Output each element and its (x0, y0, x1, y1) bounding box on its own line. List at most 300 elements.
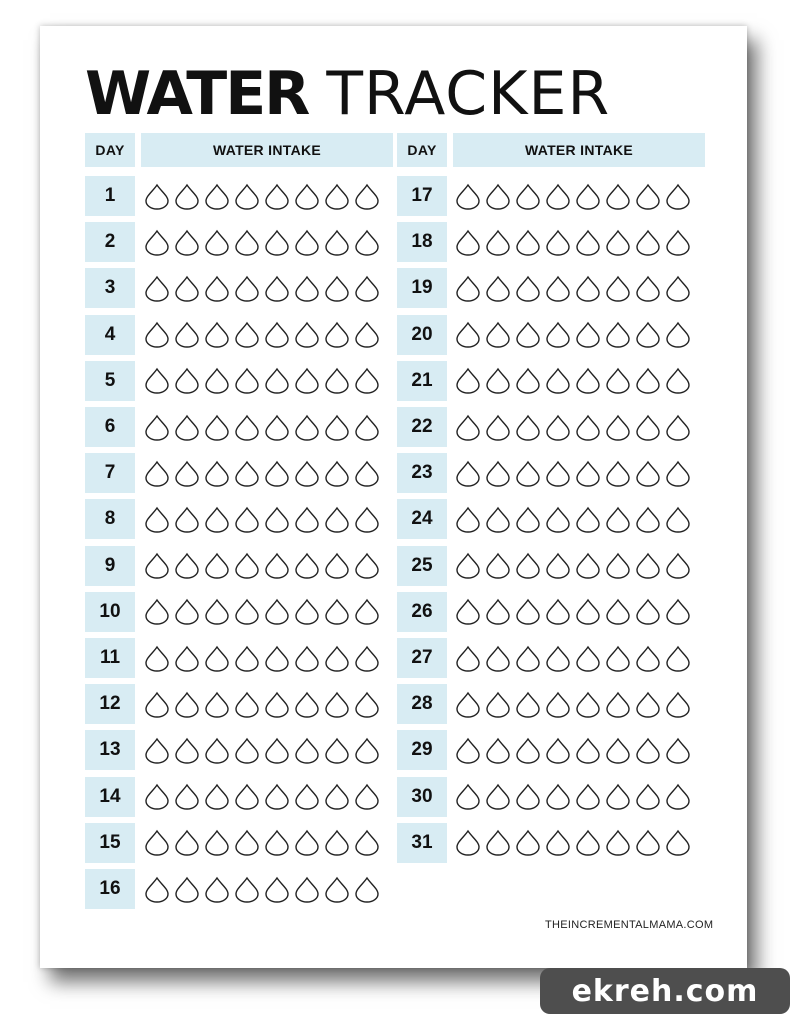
water-drop-icon[interactable] (543, 229, 573, 256)
water-drop-icon[interactable] (262, 783, 292, 810)
water-intake-drops (142, 823, 382, 863)
water-drop-icon[interactable] (352, 552, 382, 579)
water-drop-icon[interactable] (322, 275, 352, 302)
water-intake-drops (453, 268, 693, 308)
water-drop-icon[interactable] (172, 737, 202, 764)
water-drop-icon[interactable] (663, 783, 693, 810)
water-drop-icon[interactable] (292, 275, 322, 302)
water-drop-icon[interactable] (483, 552, 513, 579)
water-drop-icon[interactable] (322, 552, 352, 579)
water-drop-icon[interactable] (513, 229, 543, 256)
water-drop-icon[interactable] (543, 275, 573, 302)
water-drop-icon[interactable] (322, 414, 352, 441)
water-drop-icon[interactable] (633, 552, 663, 579)
water-drop-icon[interactable] (633, 691, 663, 718)
water-drop-icon[interactable] (262, 552, 292, 579)
day-number: 2 (85, 222, 135, 262)
water-intake-drops (453, 638, 693, 678)
title-bold: WATER (85, 59, 309, 129)
water-drop-icon[interactable] (262, 275, 292, 302)
water-drop-icon[interactable] (543, 783, 573, 810)
water-drop-icon[interactable] (172, 506, 202, 533)
water-intake-drops (453, 823, 693, 863)
water-drop-icon[interactable] (352, 321, 382, 348)
day-number: 1 (85, 176, 135, 216)
water-drop-icon[interactable] (633, 414, 663, 441)
water-drop-icon[interactable] (573, 414, 603, 441)
water-drop-icon[interactable] (172, 275, 202, 302)
water-drop-icon[interactable] (483, 691, 513, 718)
water-drop-icon[interactable] (573, 229, 603, 256)
water-drop-icon[interactable] (663, 598, 693, 625)
water-drop-icon[interactable] (232, 460, 262, 487)
water-drop-icon[interactable] (232, 598, 262, 625)
water-drop-icon[interactable] (232, 183, 262, 210)
water-drop-icon[interactable] (172, 691, 202, 718)
day-number: 19 (397, 268, 447, 308)
water-intake-drops (453, 222, 693, 262)
water-drop-icon[interactable] (543, 367, 573, 394)
water-drop-icon[interactable] (603, 460, 633, 487)
water-drop-icon[interactable] (352, 183, 382, 210)
water-drop-icon[interactable] (232, 691, 262, 718)
water-drop-icon[interactable] (262, 598, 292, 625)
water-drop-icon[interactable] (172, 183, 202, 210)
water-drop-icon[interactable] (292, 645, 322, 672)
day-number: 31 (397, 823, 447, 863)
water-drop-icon[interactable] (453, 460, 483, 487)
water-drop-icon[interactable] (322, 460, 352, 487)
water-drop-icon[interactable] (232, 275, 262, 302)
water-drop-icon[interactable] (633, 829, 663, 856)
water-drop-icon[interactable] (262, 229, 292, 256)
water-drop-icon[interactable] (172, 876, 202, 903)
day-number: 3 (85, 268, 135, 308)
water-intake-drops (142, 176, 382, 216)
day-number: 16 (85, 869, 135, 909)
water-drop-icon[interactable] (322, 321, 352, 348)
water-drop-icon[interactable] (352, 783, 382, 810)
water-drop-icon[interactable] (172, 414, 202, 441)
water-drop-icon[interactable] (232, 414, 262, 441)
water-drop-icon[interactable] (292, 783, 322, 810)
water-drop-icon[interactable] (172, 552, 202, 579)
water-drop-icon[interactable] (573, 645, 603, 672)
water-drop-icon[interactable] (172, 367, 202, 394)
water-drop-icon[interactable] (453, 829, 483, 856)
water-drop-icon[interactable] (543, 460, 573, 487)
water-drop-icon[interactable] (262, 506, 292, 533)
water-drop-icon[interactable] (262, 691, 292, 718)
water-drop-icon[interactable] (232, 506, 262, 533)
water-drop-icon[interactable] (633, 460, 663, 487)
water-drop-icon[interactable] (543, 829, 573, 856)
water-drop-icon[interactable] (453, 691, 483, 718)
water-drop-icon[interactable] (633, 229, 663, 256)
water-drop-icon[interactable] (663, 414, 693, 441)
tracker-sheet (40, 26, 747, 968)
water-drop-icon[interactable] (232, 876, 262, 903)
water-drop-icon[interactable] (202, 691, 232, 718)
water-drop-icon[interactable] (513, 367, 543, 394)
water-drop-icon[interactable] (483, 460, 513, 487)
water-drop-icon[interactable] (573, 737, 603, 764)
water-drop-icon[interactable] (513, 321, 543, 348)
water-drop-icon[interactable] (543, 321, 573, 348)
water-drop-icon[interactable] (603, 414, 633, 441)
water-drop-icon[interactable] (663, 367, 693, 394)
day-header-right: DAY (397, 133, 447, 167)
water-drop-icon[interactable] (172, 598, 202, 625)
water-drop-icon[interactable] (202, 829, 232, 856)
water-drop-icon[interactable] (142, 414, 172, 441)
water-drop-icon[interactable] (453, 783, 483, 810)
water-drop-icon[interactable] (172, 321, 202, 348)
water-drop-icon[interactable] (202, 183, 232, 210)
water-drop-icon[interactable] (322, 506, 352, 533)
water-intake-drops (453, 777, 693, 817)
water-drop-icon[interactable] (322, 229, 352, 256)
water-drop-icon[interactable] (202, 876, 232, 903)
water-drop-icon[interactable] (543, 691, 573, 718)
water-drop-icon[interactable] (352, 367, 382, 394)
water-drop-icon[interactable] (322, 645, 352, 672)
water-drop-icon[interactable] (202, 414, 232, 441)
water-drop-icon[interactable] (483, 229, 513, 256)
water-drop-icon[interactable] (603, 229, 633, 256)
water-drop-icon[interactable] (292, 876, 322, 903)
water-drop-icon[interactable] (453, 737, 483, 764)
water-drop-icon[interactable] (292, 829, 322, 856)
water-drop-icon[interactable] (483, 598, 513, 625)
water-drop-icon[interactable] (663, 183, 693, 210)
water-drop-icon[interactable] (543, 414, 573, 441)
water-drop-icon[interactable] (352, 645, 382, 672)
water-drop-icon[interactable] (292, 737, 322, 764)
water-drop-icon[interactable] (483, 275, 513, 302)
water-drop-icon[interactable] (322, 829, 352, 856)
intake-header-right: WATER INTAKE (453, 133, 705, 167)
water-drop-icon[interactable] (453, 183, 483, 210)
water-drop-icon[interactable] (232, 783, 262, 810)
water-drop-icon[interactable] (513, 414, 543, 441)
water-drop-icon[interactable] (633, 598, 663, 625)
water-drop-icon[interactable] (232, 552, 262, 579)
day-number: 12 (85, 684, 135, 724)
water-drop-icon[interactable] (543, 183, 573, 210)
water-drop-icon[interactable] (262, 414, 292, 441)
water-drop-icon[interactable] (352, 691, 382, 718)
water-drop-icon[interactable] (232, 737, 262, 764)
water-drop-icon[interactable] (573, 506, 603, 533)
water-drop-icon[interactable] (483, 783, 513, 810)
water-drop-icon[interactable] (483, 506, 513, 533)
water-drop-icon[interactable] (663, 737, 693, 764)
water-drop-icon[interactable] (513, 645, 543, 672)
water-drop-icon[interactable] (513, 829, 543, 856)
page-title (85, 59, 611, 129)
water-drop-icon[interactable] (202, 321, 232, 348)
day-number: 4 (85, 315, 135, 355)
water-drop-icon[interactable] (663, 460, 693, 487)
water-drop-icon[interactable] (513, 460, 543, 487)
water-drop-icon[interactable] (573, 321, 603, 348)
water-drop-icon[interactable] (172, 460, 202, 487)
water-drop-icon[interactable] (142, 876, 172, 903)
water-drop-icon[interactable] (292, 183, 322, 210)
day-header-left: DAY (85, 133, 135, 167)
water-drop-icon[interactable] (352, 829, 382, 856)
intake-header-left: WATER INTAKE (141, 133, 393, 167)
water-drop-icon[interactable] (603, 737, 633, 764)
water-drop-icon[interactable] (663, 552, 693, 579)
water-drop-icon[interactable] (543, 737, 573, 764)
water-drop-icon[interactable] (202, 275, 232, 302)
water-drop-icon[interactable] (663, 321, 693, 348)
water-drop-icon[interactable] (603, 691, 633, 718)
water-drop-icon[interactable] (232, 367, 262, 394)
water-drop-icon[interactable] (513, 275, 543, 302)
water-drop-icon[interactable] (453, 506, 483, 533)
water-drop-icon[interactable] (322, 367, 352, 394)
water-drop-icon[interactable] (232, 229, 262, 256)
water-drop-icon[interactable] (292, 229, 322, 256)
water-drop-icon[interactable] (663, 829, 693, 856)
water-drop-icon[interactable] (453, 552, 483, 579)
water-drop-icon[interactable] (453, 229, 483, 256)
water-intake-drops (142, 777, 382, 817)
water-drop-icon[interactable] (172, 645, 202, 672)
water-drop-icon[interactable] (573, 460, 603, 487)
water-intake-drops (142, 730, 382, 770)
water-drop-icon[interactable] (262, 876, 292, 903)
water-drop-icon[interactable] (142, 598, 172, 625)
water-intake-drops (453, 592, 693, 632)
water-drop-icon[interactable] (603, 367, 633, 394)
water-drop-icon[interactable] (573, 367, 603, 394)
water-drop-icon[interactable] (142, 275, 172, 302)
water-drop-icon[interactable] (142, 552, 172, 579)
water-drop-icon[interactable] (142, 691, 172, 718)
water-drop-icon[interactable] (663, 691, 693, 718)
water-drop-icon[interactable] (202, 460, 232, 487)
water-drop-icon[interactable] (663, 275, 693, 302)
water-drop-icon[interactable] (573, 275, 603, 302)
water-drop-icon[interactable] (453, 598, 483, 625)
water-drop-icon[interactable] (262, 367, 292, 394)
water-drop-icon[interactable] (603, 598, 633, 625)
water-drop-icon[interactable] (292, 506, 322, 533)
water-drop-icon[interactable] (352, 275, 382, 302)
water-drop-icon[interactable] (633, 367, 663, 394)
water-drop-icon[interactable] (453, 414, 483, 441)
water-drop-icon[interactable] (573, 783, 603, 810)
water-intake-drops (453, 453, 693, 493)
water-drop-icon[interactable] (142, 783, 172, 810)
day-number: 25 (397, 546, 447, 586)
water-drop-icon[interactable] (202, 783, 232, 810)
water-drop-icon[interactable] (633, 645, 663, 672)
day-number: 7 (85, 453, 135, 493)
water-drop-icon[interactable] (262, 829, 292, 856)
water-drop-icon[interactable] (142, 829, 172, 856)
water-drop-icon[interactable] (603, 783, 633, 810)
water-drop-icon[interactable] (172, 783, 202, 810)
water-drop-icon[interactable] (262, 460, 292, 487)
day-number: 26 (397, 592, 447, 632)
water-drop-icon[interactable] (603, 645, 633, 672)
water-intake-drops (453, 499, 693, 539)
water-drop-icon[interactable] (513, 183, 543, 210)
day-number: 15 (85, 823, 135, 863)
water-drop-icon[interactable] (322, 691, 352, 718)
water-drop-icon[interactable] (352, 229, 382, 256)
day-number: 13 (85, 730, 135, 770)
water-drop-icon[interactable] (142, 367, 172, 394)
water-intake-drops (142, 869, 382, 909)
water-drop-icon[interactable] (292, 460, 322, 487)
water-drop-icon[interactable] (292, 552, 322, 579)
water-drop-icon[interactable] (663, 506, 693, 533)
water-drop-icon[interactable] (603, 183, 633, 210)
water-drop-icon[interactable] (603, 829, 633, 856)
water-drop-icon[interactable] (232, 645, 262, 672)
water-drop-icon[interactable] (543, 506, 573, 533)
water-drop-icon[interactable] (543, 598, 573, 625)
water-drop-icon[interactable] (352, 460, 382, 487)
water-drop-icon[interactable] (513, 552, 543, 579)
water-drop-icon[interactable] (513, 783, 543, 810)
water-intake-drops (453, 684, 693, 724)
water-drop-icon[interactable] (232, 829, 262, 856)
water-drop-icon[interactable] (352, 414, 382, 441)
water-intake-drops (142, 592, 382, 632)
day-number: 21 (397, 361, 447, 401)
day-number: 27 (397, 638, 447, 678)
water-drop-icon[interactable] (262, 183, 292, 210)
water-drop-icon[interactable] (633, 183, 663, 210)
water-drop-icon[interactable] (352, 737, 382, 764)
water-drop-icon[interactable] (453, 321, 483, 348)
water-drop-icon[interactable] (453, 275, 483, 302)
water-drop-icon[interactable] (172, 829, 202, 856)
water-drop-icon[interactable] (202, 598, 232, 625)
water-drop-icon[interactable] (262, 737, 292, 764)
water-drop-icon[interactable] (483, 645, 513, 672)
water-drop-icon[interactable] (573, 829, 603, 856)
water-drop-icon[interactable] (483, 367, 513, 394)
day-number: 20 (397, 315, 447, 355)
water-drop-icon[interactable] (322, 183, 352, 210)
water-drop-icon[interactable] (322, 737, 352, 764)
day-number: 28 (397, 684, 447, 724)
water-drop-icon[interactable] (633, 275, 663, 302)
water-intake-drops (453, 361, 693, 401)
water-drop-icon[interactable] (202, 552, 232, 579)
water-drop-icon[interactable] (262, 321, 292, 348)
water-drop-icon[interactable] (603, 506, 633, 533)
water-drop-icon[interactable] (633, 321, 663, 348)
water-drop-icon[interactable] (603, 552, 633, 579)
water-drop-icon[interactable] (603, 321, 633, 348)
water-intake-drops (453, 315, 693, 355)
water-intake-drops (142, 268, 382, 308)
water-drop-icon[interactable] (352, 506, 382, 533)
footer-website: THEINCREMENTALMAMA.COM (545, 919, 714, 931)
water-drop-icon[interactable] (513, 506, 543, 533)
water-drop-icon[interactable] (483, 321, 513, 348)
water-drop-icon[interactable] (142, 506, 172, 533)
water-drop-icon[interactable] (142, 183, 172, 210)
water-drop-icon[interactable] (573, 552, 603, 579)
water-drop-icon[interactable] (573, 183, 603, 210)
water-drop-icon[interactable] (663, 229, 693, 256)
water-drop-icon[interactable] (483, 414, 513, 441)
water-drop-icon[interactable] (483, 737, 513, 764)
water-drop-icon[interactable] (633, 506, 663, 533)
title-light: TRACKER (326, 59, 611, 129)
water-drop-icon[interactable] (453, 367, 483, 394)
water-drop-icon[interactable] (603, 275, 633, 302)
water-drop-icon[interactable] (633, 783, 663, 810)
water-intake-drops (142, 546, 382, 586)
water-drop-icon[interactable] (172, 229, 202, 256)
water-drop-icon[interactable] (352, 598, 382, 625)
water-drop-icon[interactable] (232, 321, 262, 348)
water-drop-icon[interactable] (202, 506, 232, 533)
water-drop-icon[interactable] (543, 645, 573, 672)
day-number: 6 (85, 407, 135, 447)
water-drop-icon[interactable] (202, 645, 232, 672)
water-drop-icon[interactable] (322, 598, 352, 625)
water-drop-icon[interactable] (142, 460, 172, 487)
water-drop-icon[interactable] (292, 691, 322, 718)
water-drop-icon[interactable] (202, 367, 232, 394)
water-drop-icon[interactable] (202, 229, 232, 256)
water-drop-icon[interactable] (543, 552, 573, 579)
water-drop-icon[interactable] (453, 645, 483, 672)
water-drop-icon[interactable] (573, 691, 603, 718)
water-intake-drops (453, 176, 693, 216)
water-drop-icon[interactable] (262, 645, 292, 672)
water-drop-icon[interactable] (513, 691, 543, 718)
water-drop-icon[interactable] (322, 783, 352, 810)
water-drop-icon[interactable] (322, 876, 352, 903)
water-drop-icon[interactable] (663, 645, 693, 672)
water-drop-icon[interactable] (483, 183, 513, 210)
water-drop-icon[interactable] (142, 737, 172, 764)
water-drop-icon[interactable] (633, 737, 663, 764)
water-drop-icon[interactable] (202, 737, 232, 764)
water-drop-icon[interactable] (142, 645, 172, 672)
day-number: 9 (85, 546, 135, 586)
day-number: 29 (397, 730, 447, 770)
water-drop-icon[interactable] (142, 321, 172, 348)
water-drop-icon[interactable] (513, 737, 543, 764)
water-drop-icon[interactable] (352, 876, 382, 903)
water-drop-icon[interactable] (292, 321, 322, 348)
water-drop-icon[interactable] (292, 598, 322, 625)
water-drop-icon[interactable] (483, 829, 513, 856)
water-drop-icon[interactable] (573, 598, 603, 625)
water-drop-icon[interactable] (142, 229, 172, 256)
day-number: 5 (85, 361, 135, 401)
water-intake-drops (142, 315, 382, 355)
water-drop-icon[interactable] (292, 367, 322, 394)
water-intake-drops (142, 638, 382, 678)
water-drop-icon[interactable] (292, 414, 322, 441)
water-drop-icon[interactable] (513, 598, 543, 625)
